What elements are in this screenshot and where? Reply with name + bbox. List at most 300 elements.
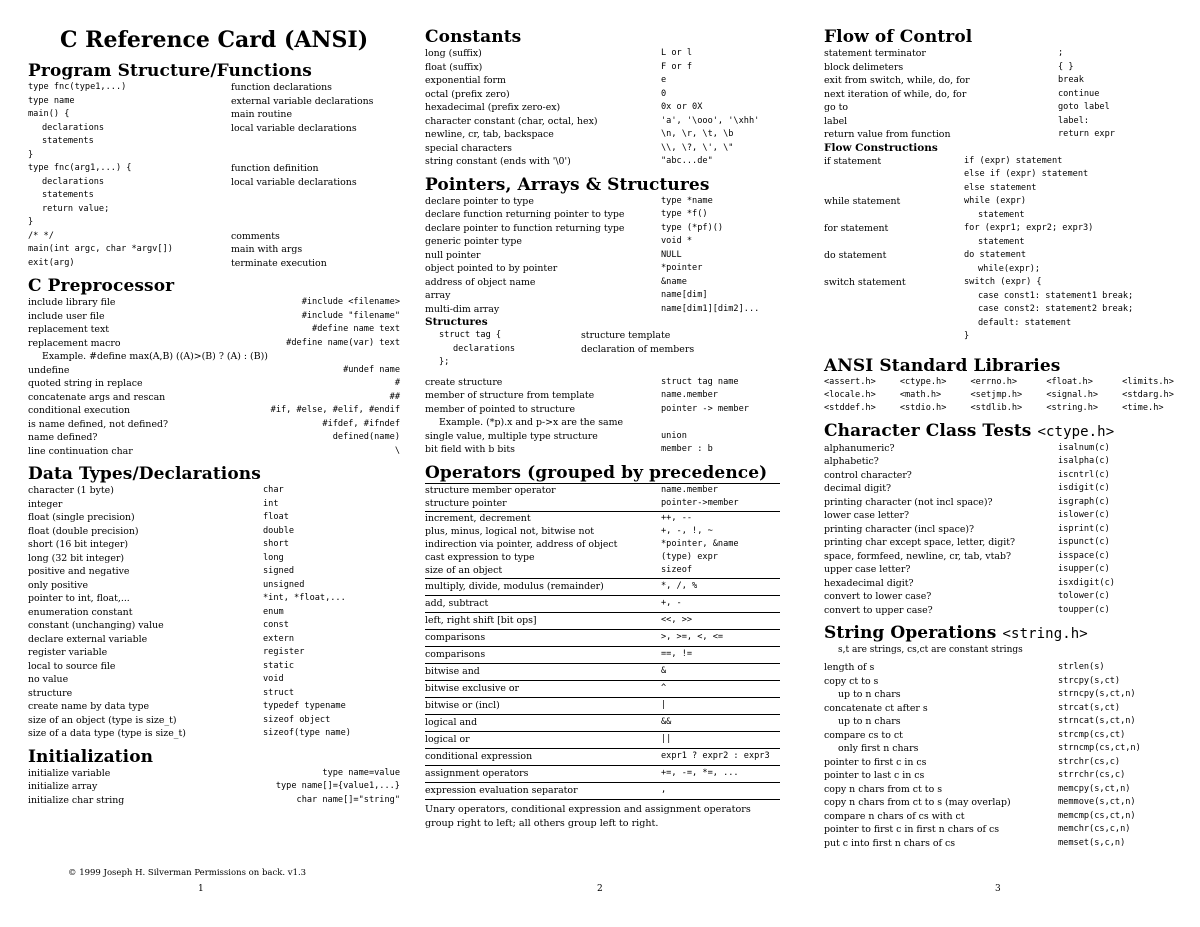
operator-row	[425, 525, 780, 538]
row-value: #ifdef, #ifndef	[322, 418, 400, 429]
row-label: up to n chars	[838, 689, 901, 700]
row-label: initialize variable	[28, 767, 111, 779]
row-label: replacement text	[28, 324, 110, 335]
row-label: concatenate args and rescan	[28, 391, 166, 403]
row-value: struct tag name	[661, 376, 739, 387]
row-value: NULL	[661, 249, 682, 260]
table-row	[28, 727, 400, 741]
table-row	[28, 230, 400, 244]
table-row	[824, 715, 1190, 729]
operator-row	[425, 613, 780, 630]
row-value: double	[263, 525, 295, 536]
row-value: int	[263, 498, 279, 509]
table-row	[28, 673, 400, 687]
table-row	[28, 538, 400, 552]
row-label: structure	[28, 687, 73, 699]
operator-row	[425, 732, 780, 749]
table-row	[824, 688, 1190, 702]
row-value: goto label	[1058, 102, 1110, 112]
table-row	[824, 810, 1190, 824]
section-heading: Character Class Tests <ctype.h>	[824, 420, 1115, 441]
operators-table	[425, 483, 780, 800]
table-row	[28, 794, 400, 808]
row-label: exponential form	[425, 75, 506, 86]
row-value: label:	[1058, 115, 1090, 126]
row-label: long (suffix)	[425, 48, 482, 59]
row-label: main() {	[28, 109, 70, 119]
table-row	[824, 168, 1190, 182]
table-row	[28, 606, 400, 620]
row-label: character constant (char, octal, hex)	[425, 115, 598, 127]
table-row	[824, 550, 1190, 564]
rows-flow-constructions	[824, 155, 1190, 344]
table-row	[28, 95, 400, 109]
row-value: strlen(s)	[1058, 662, 1105, 672]
row-value: pointer -> member	[661, 403, 749, 414]
operator-symbol: >, >=, <, <=	[661, 631, 724, 642]
table-row	[425, 235, 780, 249]
row-label: pointer to first c in first n chars of cs	[824, 824, 1000, 835]
library-header: <assert.h>	[824, 376, 876, 387]
library-header: <setjmp.h>	[970, 389, 1023, 400]
table-row	[28, 431, 400, 445]
operator-label: add, subtract	[425, 597, 489, 609]
row-value: sizeof object	[263, 714, 331, 725]
row-label: size of a data type (type is size_t)	[28, 728, 186, 739]
section-preprocessor	[28, 276, 400, 458]
row-label: for statement	[824, 223, 889, 234]
row-value: else if (expr) statement	[964, 169, 1089, 179]
row-value: type *name	[661, 195, 713, 206]
operator-symbol: +=, -=, *=, ...	[661, 767, 739, 778]
row-value: #	[394, 378, 400, 388]
row-label: struct tag {	[439, 330, 502, 340]
section-pointers	[425, 175, 780, 457]
section-libraries	[824, 356, 1190, 415]
operator-row	[425, 698, 780, 715]
row-value: structure template	[581, 330, 671, 341]
row-label: next iteration of while, do, for	[824, 88, 967, 100]
row-label: declare pointer to type	[425, 195, 534, 207]
row-label: up to n chars	[838, 716, 901, 727]
table-row	[425, 115, 780, 129]
row-label: replacement macro	[28, 337, 121, 349]
column-3	[824, 0, 1190, 850]
row-label: }	[28, 149, 34, 160]
row-value: member : b	[661, 444, 713, 454]
row-value: sizeof(type name)	[263, 728, 351, 738]
row-value: local variable declarations	[231, 122, 357, 134]
row-label: return value from function	[824, 129, 951, 140]
table-row	[824, 742, 1190, 756]
table-row	[824, 756, 1190, 770]
operator-label: multiply, divide, modulus (remainder)	[425, 580, 604, 592]
row-value: external variable declarations	[231, 95, 374, 107]
row-label: copy n chars from ct to s (may overlap)	[824, 797, 1011, 808]
table-row	[425, 61, 780, 75]
operator-symbol: ++, --	[661, 512, 693, 523]
table-row	[28, 687, 400, 701]
row-label: declare pointer to function returning type	[425, 222, 625, 234]
table-row	[425, 47, 780, 61]
operator-row	[425, 749, 780, 766]
row-label: line continuation char	[28, 445, 133, 457]
row-value: isupper(c)	[1058, 564, 1110, 574]
row-label: Example. #define max(A,B) ((A)>(B) ? (A) : (B))	[42, 351, 268, 362]
row-label: undefine	[28, 364, 70, 376]
table-row	[28, 633, 400, 647]
table-row	[824, 128, 1190, 142]
operator-symbol: |	[661, 699, 667, 710]
table-row	[824, 276, 1190, 290]
row-value: tolower(c)	[1058, 591, 1110, 601]
operator-label: logical or	[425, 733, 470, 745]
row-value: *pointer	[661, 263, 703, 273]
rows-program-structure	[28, 81, 400, 270]
operator-label: cast expression to type	[425, 551, 535, 563]
operator-symbol: ^	[661, 682, 667, 693]
row-label: single value, multiple type structure	[425, 430, 598, 442]
row-value: #undef name	[343, 364, 400, 375]
operator-label: bitwise or (incl)	[425, 699, 500, 711]
table-row	[425, 101, 780, 115]
row-value: iscntrl(c)	[1058, 469, 1110, 480]
operator-label: assignment operators	[425, 767, 529, 779]
table-row	[28, 484, 400, 498]
row-label: string constant (ends with '\0')	[425, 156, 571, 167]
row-value: struct	[263, 687, 295, 698]
row-label: label	[824, 115, 848, 127]
operator-label: expression evaluation separator	[425, 784, 578, 796]
row-label: statements	[42, 136, 94, 146]
row-label: type fnc(arg1,...) {	[28, 163, 132, 173]
table-row	[824, 74, 1190, 88]
row-label: type fnc(type1,...)	[28, 82, 127, 92]
row-label: quoted string in replace	[28, 378, 143, 389]
row-value: function definition	[231, 163, 319, 174]
operator-label: left, right shift [bit ops]	[425, 614, 537, 626]
row-value: break	[1058, 75, 1084, 85]
row-label: convert to upper case?	[824, 604, 933, 616]
row-label: float (double precision)	[28, 525, 139, 537]
table-row	[824, 563, 1190, 577]
row-value: strrchr(cs,c)	[1058, 770, 1126, 780]
row-value: #include <filename>	[301, 297, 400, 307]
rows-pointers	[425, 195, 780, 317]
table-row	[28, 418, 400, 432]
operator-row	[425, 564, 780, 579]
row-value: type *f()	[661, 209, 708, 219]
row-label: printing character (incl space)?	[824, 523, 975, 535]
table-row	[28, 243, 400, 257]
table-row	[28, 310, 400, 324]
row-value: union	[661, 430, 687, 441]
row-value: long	[263, 552, 284, 563]
row-value: #define name text	[312, 324, 400, 334]
operator-row	[425, 512, 780, 525]
row-value: strchr(cs,c)	[1058, 756, 1121, 767]
table-row	[824, 303, 1190, 317]
row-value: isdigit(c)	[1058, 483, 1110, 493]
row-value: signed	[263, 566, 295, 576]
operator-label: size of an object	[425, 564, 503, 576]
library-header: <stdio.h>	[899, 402, 947, 413]
table-row	[425, 329, 780, 343]
table-row	[425, 443, 780, 457]
operator-symbol: ,	[661, 784, 667, 795]
library-header: <ctype.h>	[899, 376, 947, 387]
rows-preprocessor	[28, 296, 400, 458]
section-flow	[824, 27, 1190, 344]
table-row	[824, 263, 1190, 277]
row-value: memset(s,c,n)	[1058, 837, 1126, 848]
rows-constants	[425, 47, 780, 169]
row-label: }	[28, 217, 34, 227]
row-value: \\, \?, \', \"	[661, 142, 734, 153]
row-label: while statement	[824, 196, 901, 207]
row-value: terminate execution	[231, 257, 327, 269]
library-header: <stdlib.h>	[970, 402, 1023, 413]
operator-row	[425, 596, 780, 613]
library-header: <stdarg.h>	[1122, 389, 1174, 400]
row-label: /* */	[28, 230, 54, 241]
structures-heading: Structures	[425, 316, 488, 328]
table-row	[824, 209, 1190, 223]
row-value: &name	[661, 276, 687, 287]
row-label: Example. (*p).x and p->x are the same	[439, 417, 624, 428]
row-label: integer	[28, 498, 63, 510]
row-value: strcmp(cs,ct)	[1058, 729, 1126, 740]
table-row	[28, 257, 400, 271]
row-value: typedef typename	[263, 701, 346, 711]
row-label: local to source file	[28, 660, 116, 672]
row-label: octal (prefix zero)	[425, 88, 510, 100]
table-row	[824, 195, 1190, 209]
section-ctype	[824, 421, 1190, 618]
table-row	[425, 389, 780, 403]
row-value: memmove(s,ct,n)	[1058, 797, 1136, 807]
row-value: case const2: statement2 break;	[978, 304, 1134, 314]
operator-label: comparisons	[425, 648, 486, 660]
row-label: initialize char string	[28, 794, 125, 806]
page-number-2: 2	[597, 884, 603, 894]
row-value: switch (expr) {	[964, 277, 1042, 287]
row-value: defined(name)	[332, 432, 400, 442]
table-row	[28, 364, 400, 378]
row-label: constant (unchanging) value	[28, 620, 164, 631]
flow-constructions-heading: Flow Constructions	[824, 141, 938, 154]
row-label: no value	[28, 674, 69, 685]
table-row	[28, 767, 400, 781]
rows-string	[824, 661, 1190, 850]
table-row	[28, 579, 400, 593]
footer-copyright: © 1999 Joseph H. Silverman Permissions on back. v1.3	[68, 868, 307, 878]
row-label: put c into first n chars of cs	[824, 837, 956, 849]
row-label: upper case letter?	[824, 564, 911, 575]
table-row	[28, 216, 400, 230]
row-label: create structure	[425, 376, 503, 388]
row-label: short (16 bit integer)	[28, 539, 129, 550]
table-row	[28, 81, 400, 95]
table-row	[425, 222, 780, 236]
row-value: local variable declarations	[231, 176, 357, 188]
rows-data-types	[28, 484, 400, 741]
table-row	[28, 592, 400, 606]
table-row	[824, 482, 1190, 496]
table-row	[28, 189, 400, 203]
row-label: concatenate ct after s	[824, 702, 928, 714]
operators-note: Unary operators, conditional expression and assignment operators group right to left; all others group left to right.	[425, 803, 751, 829]
table-row	[28, 122, 400, 136]
row-label: if statement	[824, 155, 882, 167]
row-label: control character?	[824, 469, 912, 481]
row-value: #define name(var) text	[286, 337, 400, 348]
row-value: statement	[978, 209, 1025, 220]
row-value: strncat(s,ct,n)	[1058, 716, 1136, 726]
table-row	[425, 289, 780, 303]
table-row	[28, 323, 400, 337]
table-row	[28, 565, 400, 579]
row-label: declare external variable	[28, 633, 148, 645]
library-header: <stddef.h>	[824, 402, 876, 413]
section-heading: Constants	[425, 27, 522, 47]
row-label: compare cs to ct	[824, 729, 903, 741]
row-label: conditional execution	[28, 405, 131, 416]
operator-label: structure pointer	[425, 497, 507, 509]
table-row	[28, 498, 400, 512]
table-row	[824, 455, 1190, 469]
table-row	[824, 796, 1190, 810]
table-row	[824, 317, 1190, 331]
row-value: isxdigit(c)	[1058, 577, 1115, 588]
row-label: copy n chars from ct to s	[824, 783, 943, 795]
row-value: \	[394, 445, 400, 456]
operator-symbol: *, /, %	[661, 580, 698, 591]
table-row	[28, 619, 400, 633]
operator-row	[425, 664, 780, 681]
table-row	[824, 469, 1190, 483]
table-row	[425, 195, 780, 209]
section-heading: Pointers, Arrays & Structures	[425, 174, 710, 195]
string-subtitle: s,t are strings, cs,ct are constant strings	[838, 645, 1023, 655]
table-row	[824, 496, 1190, 510]
row-value: type name[]={value1,...}	[275, 781, 400, 791]
row-value: \n, \r, \t, \b	[661, 129, 734, 139]
operator-row	[425, 538, 780, 551]
page-number-1: 1	[198, 884, 204, 894]
row-value: e	[661, 75, 667, 85]
row-value: 0	[661, 88, 667, 99]
table-row	[28, 162, 400, 176]
table-row	[28, 108, 400, 122]
table-row	[824, 702, 1190, 716]
operator-symbol: sizeof	[661, 564, 693, 575]
operator-symbol: +, -, !, ~	[661, 525, 713, 536]
row-value: memcmp(cs,ct,n)	[1058, 810, 1136, 821]
row-value: if (expr) statement	[964, 155, 1063, 166]
library-header: <limits.h>	[1122, 376, 1174, 387]
row-label: statement terminator	[824, 48, 926, 59]
row-label: hexadecimal digit?	[824, 577, 914, 589]
row-value: continue	[1058, 88, 1100, 99]
operator-symbol: name.member	[661, 484, 718, 495]
table-row	[28, 176, 400, 190]
row-value: toupper(c)	[1058, 604, 1110, 615]
row-label: character (1 byte)	[28, 485, 114, 496]
row-label: declare function returning pointer to type	[425, 209, 625, 220]
row-value: ispunct(c)	[1058, 537, 1110, 547]
row-label: alphanumeric?	[824, 442, 895, 454]
row-label: printing char except space, letter, digit?	[824, 537, 1016, 548]
row-value: while(expr);	[978, 263, 1041, 274]
row-value: strncpy(s,ct,n)	[1058, 689, 1136, 699]
table-row	[28, 646, 400, 660]
row-value: isalpha(c)	[1058, 456, 1110, 466]
section-heading: String Operations <string.h>	[824, 623, 1088, 643]
row-label: member of structure from template	[425, 390, 595, 401]
row-value: char	[263, 485, 284, 495]
table-row	[824, 249, 1190, 263]
operator-symbol: &&	[661, 716, 672, 727]
row-value: type (*pf)()	[661, 222, 724, 233]
row-label: null pointer	[425, 249, 481, 261]
table-row	[425, 376, 780, 390]
operator-row	[425, 630, 780, 647]
library-header: <float.h>	[1046, 376, 1093, 387]
section-heading: Initialization	[28, 746, 154, 767]
table-row	[824, 661, 1190, 675]
operator-row	[425, 551, 780, 564]
rows-structures	[425, 329, 780, 370]
table-row	[28, 525, 400, 539]
row-value: memcpy(s,ct,n)	[1058, 783, 1131, 794]
table-row	[425, 128, 780, 142]
section-constants	[425, 27, 780, 169]
table-row	[28, 135, 400, 149]
row-label: decimal digit?	[824, 483, 892, 494]
table-row	[28, 296, 400, 310]
row-value: F or f	[661, 61, 693, 72]
table-row	[824, 182, 1190, 196]
row-label: block delimeters	[824, 61, 904, 73]
table-row	[824, 837, 1190, 851]
row-value: { }	[1058, 61, 1074, 72]
table-row	[28, 404, 400, 418]
table-row	[28, 337, 400, 351]
row-label: special characters	[425, 142, 512, 154]
row-value: void	[263, 674, 284, 684]
table-row	[824, 442, 1190, 456]
rows-initialization	[28, 767, 400, 808]
table-row	[28, 700, 400, 714]
rows-structures-2	[425, 376, 780, 457]
library-header: <time.h>	[1122, 402, 1164, 413]
row-label: only first n chars	[838, 743, 919, 754]
section-data-types	[28, 464, 400, 741]
library-header: <signal.h>	[1046, 389, 1099, 400]
row-value: case const1: statement1 break;	[978, 290, 1134, 301]
section-heading: Flow of Control	[824, 27, 973, 47]
row-label: declarations	[42, 122, 105, 133]
table-row	[28, 552, 400, 566]
table-row	[824, 47, 1190, 61]
row-label: initialize array	[28, 781, 98, 792]
table-row	[824, 222, 1190, 236]
column-2	[425, 0, 780, 831]
page-number-3: 3	[995, 884, 1001, 894]
operator-row	[425, 681, 780, 698]
table-row	[824, 101, 1190, 115]
